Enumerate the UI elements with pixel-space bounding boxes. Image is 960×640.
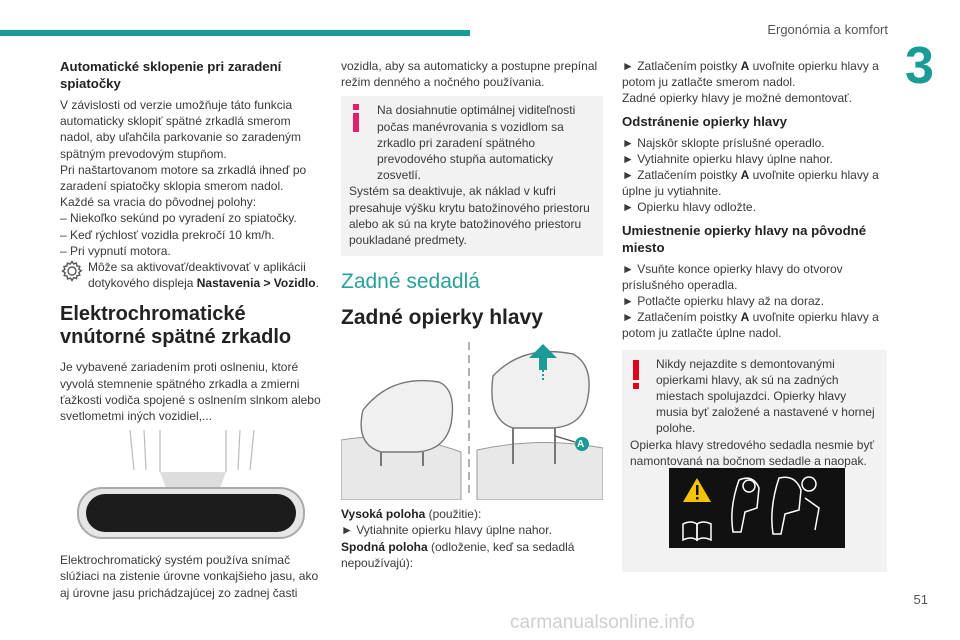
latch-label: A — [740, 168, 750, 183]
warning-icon — [632, 360, 640, 390]
list-item — [622, 309, 887, 341]
paragraph: Zadné opierky hlavy je možné demontovať. — [622, 91, 852, 106]
list-text: ► Zatlačením poistky — [622, 59, 741, 73]
list-item: ► Najskôr sklopte príslušné operadlo. — [622, 135, 825, 150]
list-item: – Keď rýchlosť vozidla prekročí 10 km/h. — [60, 227, 275, 242]
note-menu-path: Nastavenia > Vozidlo — [196, 276, 316, 291]
list-item: – Niekoľko sekúnd po vyradení zo spiatočky. — [60, 211, 297, 226]
low-position-text: (odloženie, keď sa sedadlá nepoužívajú): — [341, 539, 575, 570]
list-text: uvoľnite opierku hlavy a potom ju zatlačte smerom nadol. — [622, 59, 879, 90]
list-item: ► Potlačte opierku hlavy až na doraz. — [622, 294, 824, 309]
low-position-label: Spodná poloha — [341, 539, 428, 554]
warning-pictogram-panel — [669, 468, 845, 548]
watermark: carmanualsonline.info — [510, 612, 695, 633]
list-item — [622, 58, 887, 90]
chapter-number: 3 — [905, 37, 934, 95]
list-item: – Pri vypnutí motora. — [60, 243, 171, 258]
heading-auto-tilt: Automatické sklopenie pri zaradení spiatočky — [60, 59, 282, 91]
high-position-label: Vysoká poloha — [341, 507, 426, 522]
headrest-figure — [341, 340, 603, 500]
paragraph: Elektrochromatický systém používa snímač slúžiaci na zistenie úrovne vonkajšieho jasu, ako aj úrovne jasu prichádzajúcej zo zadnej časti — [60, 553, 319, 600]
page-number: 51 — [913, 592, 928, 607]
list-text: ► Zatlačením poistky — [622, 310, 741, 325]
note-end: . — [315, 276, 319, 291]
gear-icon — [60, 259, 84, 283]
heading-remove-headrest: Odstránenie opierky hlavy — [622, 113, 787, 129]
latch-label: A — [740, 310, 750, 325]
column-3 — [622, 58, 887, 572]
section-title: Zadné sedadlá — [341, 270, 480, 294]
info-icon — [349, 104, 363, 132]
chapter-title: Ergonómia a komfort — [767, 22, 888, 37]
high-position-text: (použitie): — [425, 507, 482, 522]
warning-box — [622, 350, 887, 572]
latch-label: A — [740, 59, 750, 73]
heading-electrochromatic: Elektrochromatické vnútorné spätné zrkadlo — [60, 303, 292, 349]
settings-note — [60, 259, 322, 291]
list-item: ► Vytiahnite opierku hlavy úplne nahor. — [622, 151, 833, 166]
paragraph: V závislosti od verzie umožňuje táto funkcia automaticky sklopiť spätné zrkadlá smerom nadol, aby uľahčila parkovanie so zaradeným spätným prevodovým stupňom. — [60, 98, 301, 161]
column-1 — [60, 58, 322, 601]
info-box — [341, 96, 603, 256]
note-text: Môže sa aktivovať/deaktivovať v aplikácii dotykového displeja — [88, 260, 306, 291]
paragraph: vozidla, aby sa automaticky a postupne prepínal režim denného a nočného používania. — [341, 59, 598, 90]
warning-text-2: Opierka hlavy stredového sedadla nesmie byť namontovaná na bočnom sedadle a naopak. — [630, 437, 874, 468]
column-2 — [341, 58, 603, 571]
info-text-2: Systém sa deaktivuje, ak náklad v kufri presahuje výšku krytu batožinového priestoru alebo ak sú na kryte batožinového priestoru poukladané predmety. — [349, 184, 590, 248]
headrest-illustration — [341, 340, 603, 500]
label-a: A — [577, 439, 585, 451]
list-text: ► Zatlačením poistky — [622, 168, 741, 183]
list-text: uvoľnite opierku hlavy a potom ju zatlačte úplne nadol. — [622, 310, 879, 341]
list-item: ► Opierku hlavy odložte. — [622, 200, 756, 215]
paragraph: Každé sa vracia do pôvodnej polohy: — [60, 195, 257, 210]
header-bar — [0, 30, 470, 36]
heading-rear-headrests: Zadné opierky hlavy — [341, 306, 543, 330]
info-text: Na dosiahnutie optimálnej viditeľnosti počas manévrovania s vozidlom sa zrkadlo pri zaradení spätného prevodového stupňa automaticky zosvetlí. — [377, 103, 576, 183]
mirror-illustration — [60, 430, 322, 548]
list-text: uvoľnite opierku hlavy a úplne ju vytiahnite. — [622, 168, 879, 199]
paragraph: Pri naštartovanom motore sa zrkadlá ihneď po zaradení spiatočky sklopia smerom nadol. — [60, 162, 307, 194]
list-item: ► Vytiahnite opierku hlavy úplne nahor. — [341, 523, 552, 538]
list-item: ► Vsuňte konce opierky hlavy do otvorov príslušného operadla. — [622, 261, 843, 292]
warning-text: Nikdy nejazdite s demontovanými opierkami hlavy, ak sú na zadných miestach spolujazdci. Opierky hlavy musia byť založené a nastavené v hornej polohe. — [656, 356, 875, 436]
heading-place-headrest: Umiestnenie opierky hlavy na pôvodné miesto — [622, 222, 867, 255]
list-item — [622, 167, 887, 199]
paragraph: Je vybavené zariadením proti oslneniu, ktoré vyvolá stemnenie spätného zrkadla a zmierni ťažkosti vodiča spojené s oslnením slnkom alebo svetlometmi iných vozidiel,... — [60, 360, 321, 424]
